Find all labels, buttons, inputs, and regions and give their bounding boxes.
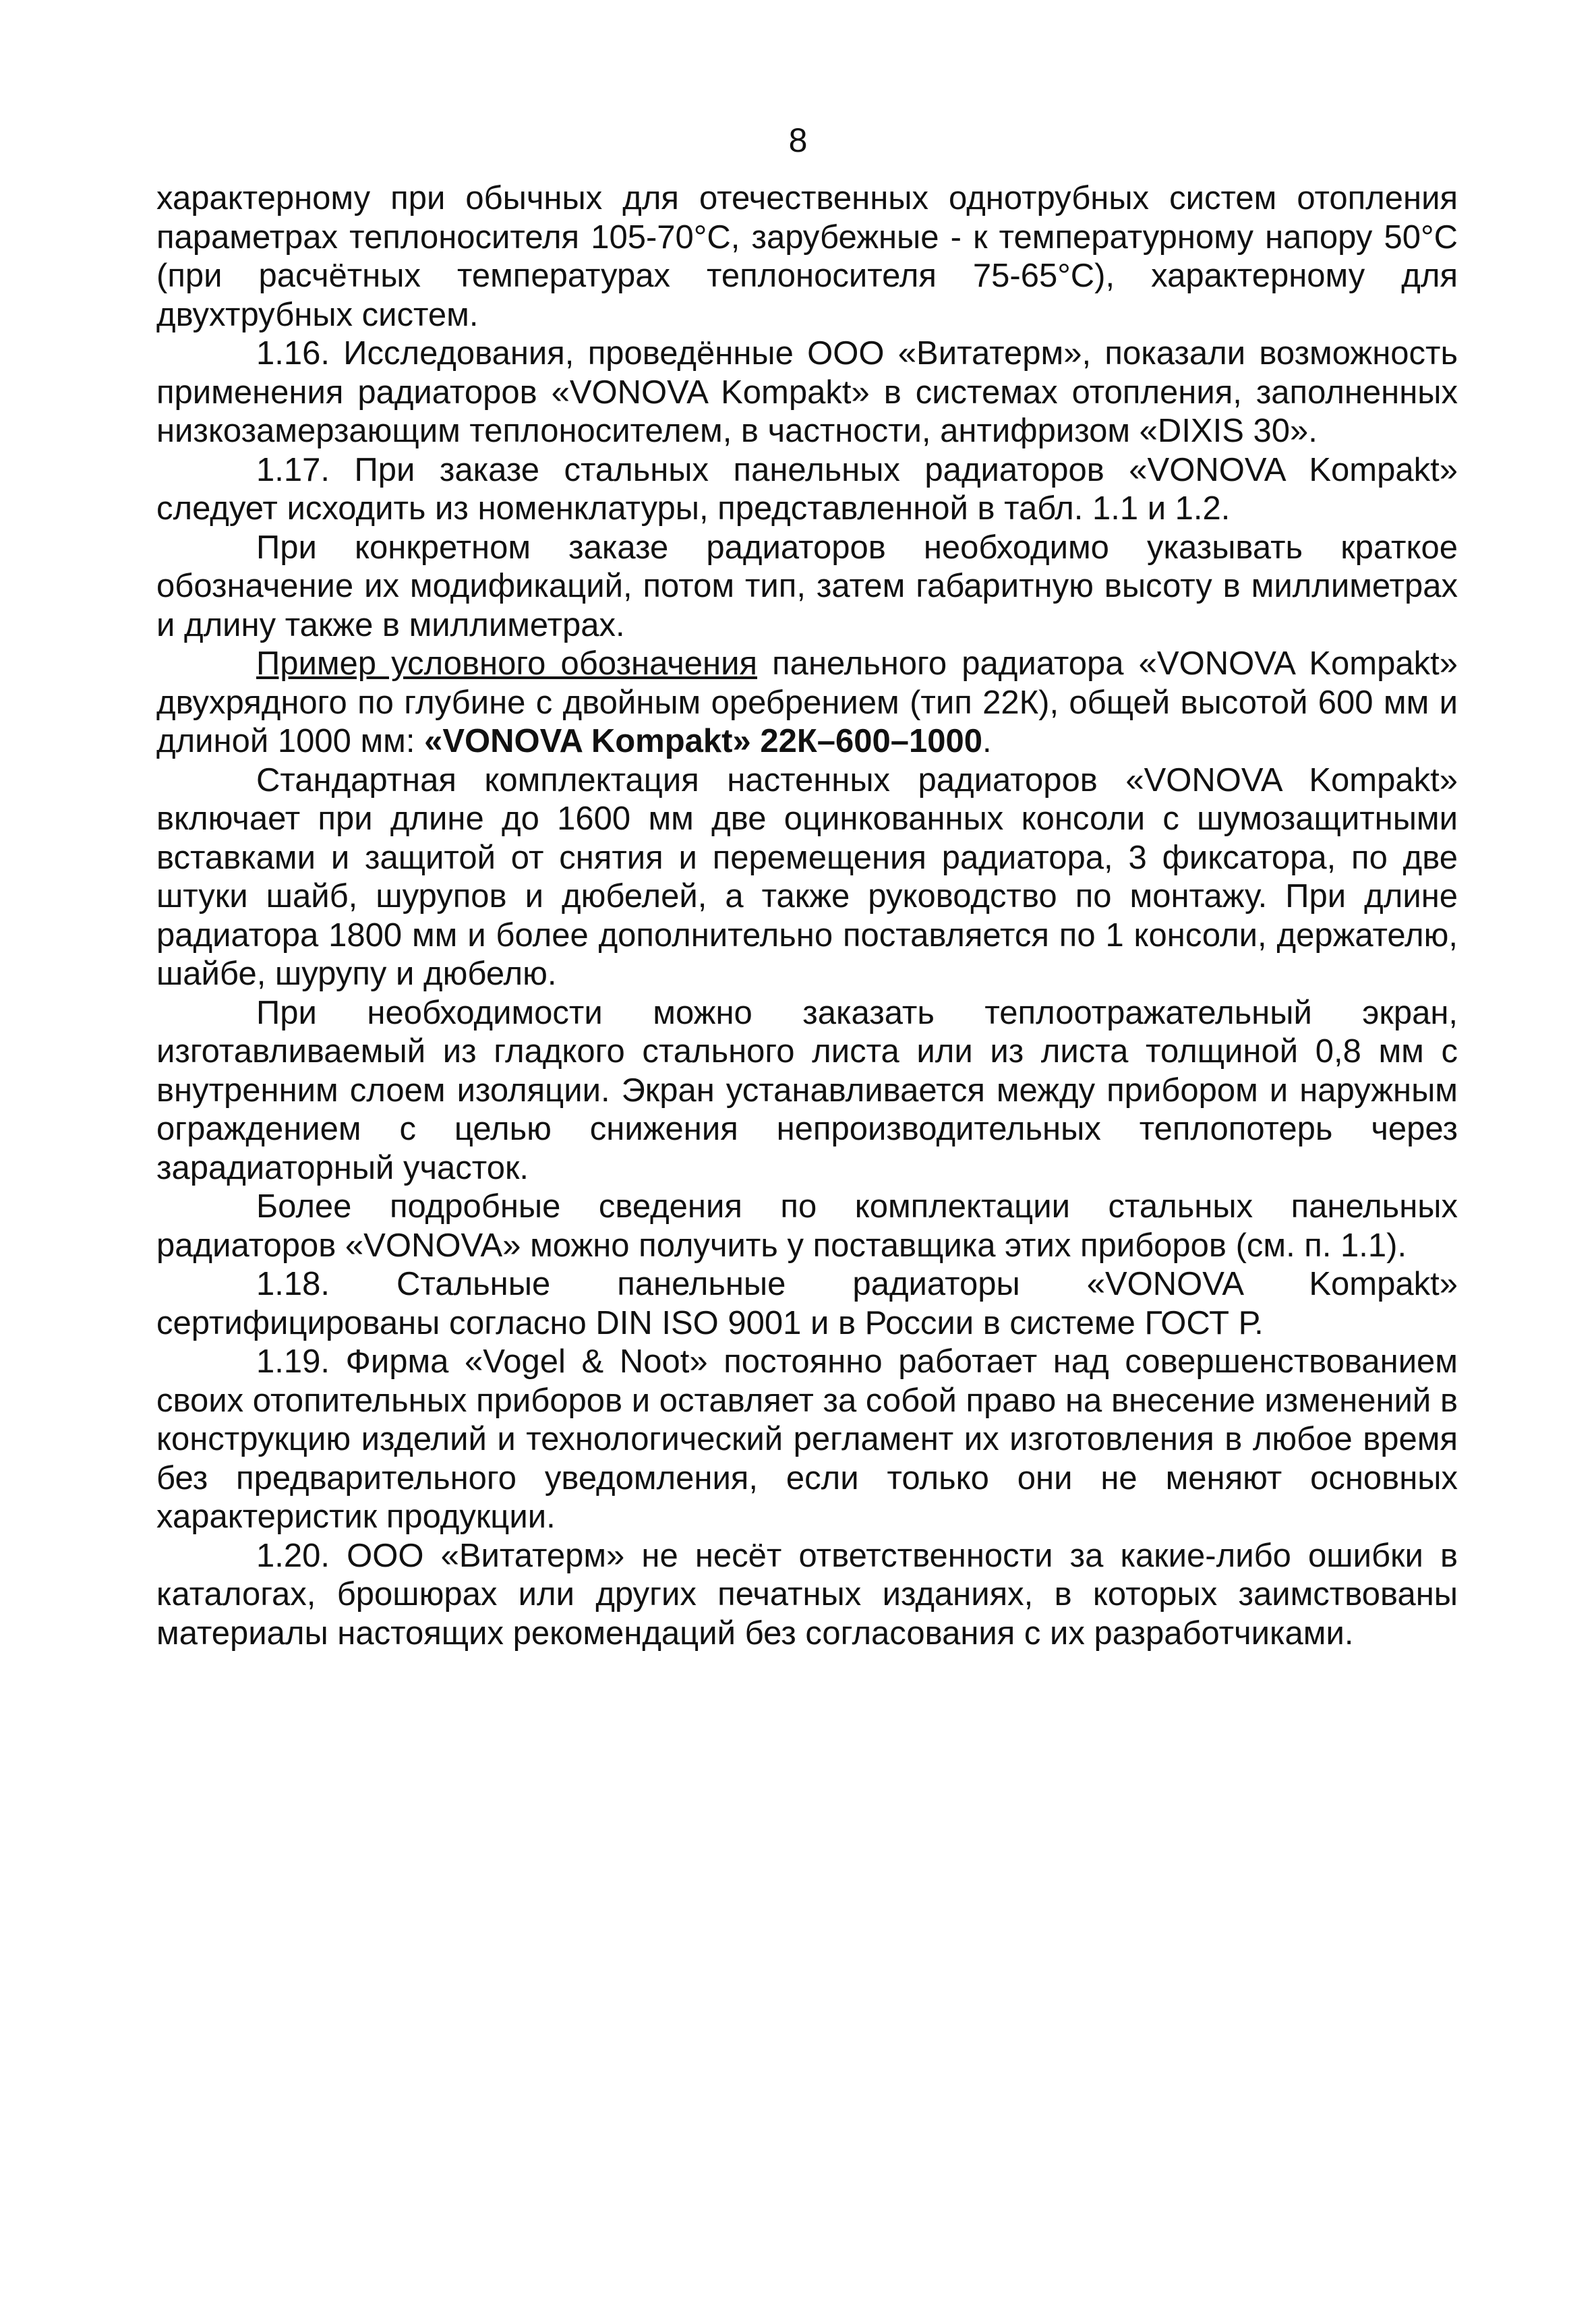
paragraph-more-details: Более подробные сведения по комплектации стальных панельных радиаторов «VONOVA» можно получить у поставщика этих приборов (см. п. 1.1). — [156, 1188, 1458, 1264]
paragraph-1-17: 1.17. При заказе стальных панельных радиаторов «VONOVA Kompakt» следует исходить из номенклатуры, представленной в табл. 1.1 и 1.2. — [156, 451, 1458, 527]
paragraph-1-16: 1.16. Исследования, проведённые ООО «Витатерм», показали возможность применения радиаторов «VONOVA Kompakt» в системах отопления, заполненных низкозамерзающим теплоносителем, в частности, антифризом «DIXIS 30». — [156, 335, 1458, 449]
paragraph-1-18: 1.18. Стальные панельные радиаторы «VONOVA Kompakt» сертифицированы согласно DIN ISO 9001 и в России в системе ГОСТ Р. — [156, 1266, 1458, 1341]
document-body — [156, 179, 1458, 1653]
example-designation: «VONOVA Kompakt» 22К–600–1000 — [424, 723, 983, 759]
paragraph-order-instructions: При конкретном заказе радиаторов необходимо указывать краткое обозначение их модификаций, потом тип, затем габаритную высоту в миллиметрах и длину также в миллиметрах. — [156, 529, 1458, 643]
paragraph-1-19: 1.19. Фирма «Vogel & Noot» постоянно работает над совершенствованием своих отопительных приборов и оставляет за собой право на внесение изменений в конструкцию изделий и технологический регламент их изготовления в любое время без предварительного уведомления, если только они не меняют основных характеристик продукции. — [156, 1343, 1458, 1535]
paragraph-standard-kit: Стандартная комплектация настенных радиаторов «VONOVA Kompakt» включает при длине до 1600 мм две оцинкованных консоли с шумозащитными вставками и защитой от снятия и перемещения радиатора, 3 фиксатора, по две штуки шайб, шурупов и дюбелей, а также руководство по монтажу. При длине радиатора 1800 мм и более дополнительно поставляется по 1 консоли, держателю, шайбе, шурупу и дюбелю. — [156, 761, 1458, 992]
example-label: Пример условного обозначения — [256, 645, 758, 682]
example-text: панельного радиатора «VONOVA Kompakt» двухрядного по глубине с двойным оребрением (тип 22К), общей высотой 600 мм и длиной 1000 мм: — [156, 645, 1458, 759]
paragraph-continuation: характерному при обычных для отечественных однотрубных систем отопления параметрах теплоносителя 105-70°С, зарубежные - к температурному напору 50°С (при расчётных температурах теплоносителя 75-65°С), характерному для двухтрубных систем. — [156, 180, 1458, 333]
page-number: 8 — [788, 121, 808, 159]
paragraph-designation-example — [156, 645, 1458, 761]
paragraph-1-20: 1.20. ООО «Витатерм» не несёт ответственности за какие-либо ошибки в каталогах, брошюрах или других печатных изданиях, в которых заимствованы материалы настоящих рекомендаций без согласования с их разработчиками. — [156, 1537, 1458, 1652]
example-end: . — [982, 723, 992, 759]
paragraph-reflective-screen: При необходимости можно заказать теплоотражательный экран, изготавливаемый из гладкого стального листа или из листа толщиной 0,8 мм с внутренним слоем изоляции. Экран устанавливается между прибором и наружным ограждением с целью снижения непроизводительных теплопотерь через зарадиаторный участок. — [156, 994, 1458, 1186]
